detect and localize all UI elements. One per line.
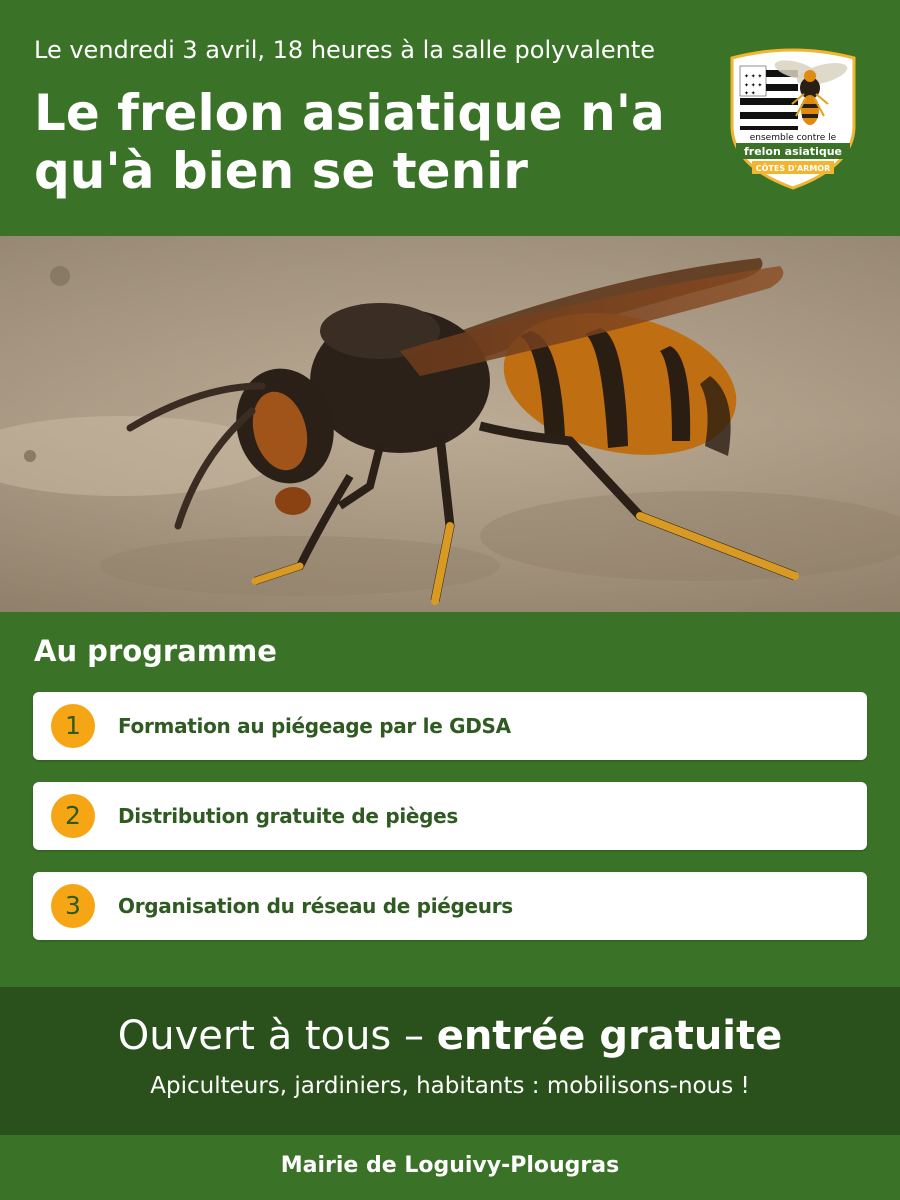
page-title: Le frelon asiatique n'a qu'à bien se tenir xyxy=(34,84,665,200)
hornet-logo xyxy=(726,44,860,190)
audience-line: Apiculteurs, jardiniers, habitants : mobilisons-nous ! xyxy=(150,1073,750,1099)
program-item-1 xyxy=(33,692,867,760)
program-item-2 xyxy=(33,782,867,850)
mairie-band xyxy=(0,1135,900,1200)
open-prefix: Ouvert à tous – xyxy=(117,1013,437,1059)
svg-text:✦ ✦: ✦ ✦ xyxy=(744,91,756,97)
step-label: Organisation du réseau de piégeurs xyxy=(118,894,513,918)
svg-text:frelon asiatique: frelon asiatique xyxy=(743,145,843,158)
hornet-photo xyxy=(0,236,900,612)
svg-text:✦ ✦ ✦: ✦ ✦ ✦ xyxy=(744,74,763,80)
step-number: 3 xyxy=(51,884,95,928)
info-band xyxy=(0,987,900,1135)
svg-text:✦ ✦ ✦: ✦ ✦ ✦ xyxy=(744,83,763,89)
step-number: 1 xyxy=(51,704,95,748)
step-label: Distribution gratuite de pièges xyxy=(118,804,459,828)
step-number: 2 xyxy=(51,794,95,838)
svg-text:CÔTES D'ARMOR: CÔTES D'ARMOR xyxy=(755,164,831,173)
program-section xyxy=(0,612,900,987)
event-date-line: Le vendredi 3 avril, 18 heures à la salle polyvalente xyxy=(34,36,656,64)
organizer-name: Mairie de Loguivy-Plougras xyxy=(280,1153,620,1178)
free-entry: entrée gratuite xyxy=(436,1013,783,1059)
header xyxy=(0,0,900,236)
program-heading: Au programme xyxy=(34,634,277,668)
svg-text:ensemble contre le: ensemble contre le xyxy=(749,133,837,143)
open-to-all-line xyxy=(0,1013,900,1059)
program-item-3 xyxy=(33,872,867,940)
step-label: Formation au piégeage par le GDSA xyxy=(118,714,511,738)
